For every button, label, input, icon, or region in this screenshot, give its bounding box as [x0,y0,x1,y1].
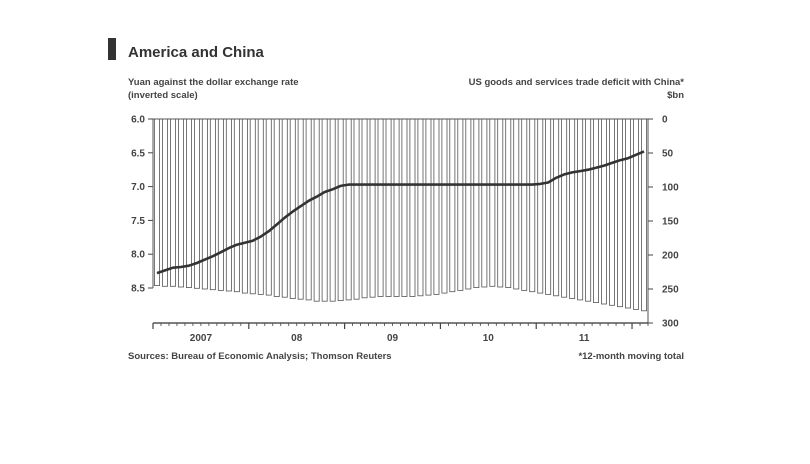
left-axis-tick-label: 8.0 [131,249,145,261]
deficit-bar [554,119,559,296]
deficit-bar [370,119,375,297]
deficit-bar [250,119,255,294]
deficit-bar [362,119,367,298]
deficit-bar [218,119,223,290]
right-axis-tick-label: 150 [662,216,679,228]
deficit-bar [274,119,279,297]
deficit-bar [482,119,487,287]
right-subtitle-line-2: $bn [667,90,684,101]
left-axis-tick-label: 8.5 [131,283,145,295]
deficit-bar [322,119,327,301]
deficit-bar [434,119,439,294]
deficit-bar [202,119,207,289]
deficit-bar [258,119,263,294]
left-axis-tick-label: 7.5 [131,215,145,227]
left-axis-tick-label: 6.0 [131,114,145,126]
deficit-bar [170,119,175,286]
x-axis-label: 11 [578,333,590,344]
deficit-bar [210,119,215,290]
deficit-bar [154,119,159,286]
right-subtitle-line-1: US goods and services trade deficit with China* [468,77,684,88]
deficit-bar [594,119,599,303]
deficit-bar [514,119,519,289]
deficit-bar [642,119,647,311]
deficit-bar [466,119,471,289]
deficit-bar [346,119,351,300]
left-subtitle-line-2: (inverted scale) [128,90,198,101]
chart-title: America and China [128,44,264,61]
deficit-bar [354,119,359,299]
deficit-bar [298,119,303,299]
deficit-bar [458,119,463,290]
x-axis-label: 10 [482,333,494,344]
left-axis-tick-label: 6.5 [131,148,145,160]
deficit-bar [242,119,247,293]
deficit-bar [538,119,543,293]
deficit-bar [522,119,527,290]
deficit-bar [570,119,575,299]
deficit-bar [338,119,343,301]
deficit-bar [442,119,447,293]
deficit-bar [394,119,399,297]
deficit-bar [162,119,167,286]
deficit-bar [426,119,431,295]
source-note: Sources: Bureau of Economic Analysis; Thomson Reuters [128,351,392,362]
deficit-bar [314,119,319,301]
deficit-bar [178,119,183,287]
right-axis-tick-label: 250 [662,284,679,296]
deficit-bar [290,119,295,299]
deficit-bar [530,119,535,292]
deficit-bar [618,119,623,307]
footnote: *12-month moving total [578,351,684,362]
deficit-bar [418,119,423,296]
left-subtitle-line-1: Yuan against the dollar exchange rate [128,77,299,88]
deficit-bar [266,119,271,295]
deficit-bar [586,119,591,301]
deficit-bar [634,119,639,309]
deficit-bar [330,119,335,301]
right-axis-tick-label: 100 [662,182,679,194]
right-axis-tick-label: 200 [662,250,679,262]
deficit-bar [474,119,479,288]
deficit-bar [402,119,407,297]
deficit-bar [602,119,607,304]
deficit-bar [186,119,191,288]
deficit-bar [498,119,503,287]
deficit-bar [546,119,551,294]
deficit-bar [410,119,415,297]
deficit-bar [378,119,383,297]
right-axis-tick-label: 0 [662,114,668,126]
x-axis-label: 09 [386,333,399,344]
deficit-bar [506,119,511,288]
deficit-bar [306,119,311,300]
right-axis-tick-label: 50 [662,148,674,160]
deficit-bar [226,119,231,291]
deficit-bar [490,119,495,286]
deficit-bar [562,119,567,297]
deficit-bar [610,119,615,305]
deficit-bar [450,119,455,292]
deficit-bar [386,119,391,297]
deficit-bar [626,119,631,308]
x-axis-label: 2007 [189,333,213,344]
left-axis-tick-label: 7.0 [131,182,145,194]
x-axis-label: 08 [291,333,303,344]
deficit-bar [578,119,583,300]
deficit-bar [234,119,239,292]
deficit-bar [282,119,287,297]
right-axis-tick-label: 300 [662,318,679,330]
